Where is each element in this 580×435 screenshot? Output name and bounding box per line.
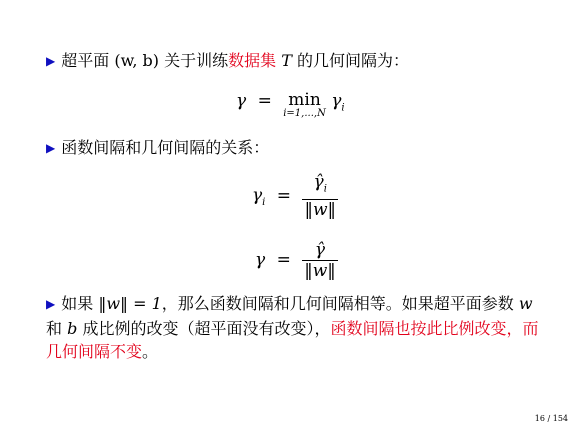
text-dataset-highlight: 数据集 [228,51,277,70]
equation-gamma [255,240,338,281]
eq1-min-operator [283,91,326,119]
eq1-min-sub: i=1,...,N [283,108,326,119]
page-number: 16 / 154 [534,414,568,423]
triangle-bullet-icon: ▶ [46,141,56,155]
eq3-denominator: ‖w‖ [304,261,336,281]
eq1-equals: = [257,91,272,111]
text-scaling-part1: ，那么函数间隔和几何间隔相等。如果超平面参数 [161,294,514,313]
bullet-geometric-margin [46,50,409,73]
math-norm-equals-one: ‖w‖ = 1 [98,294,162,313]
eq3-numerator: γ̂ [302,240,338,261]
triangle-bullet-icon: ▶ [46,297,56,311]
eq2-numerator: γ̂ [313,172,324,192]
math-T: T [281,51,292,70]
triangle-bullet-icon: ▶ [46,54,56,68]
text-scaling-part2: 成比例的改变（超平面没有改变）， [82,319,331,338]
eq2-numerator-sub: i [323,183,327,195]
eq3-lhs: γ [255,250,266,270]
text-geometric-margin-is: 的几何间隔为： [297,51,410,70]
eq2-lhs-sub: i [262,197,266,209]
equation-min-margin [236,91,345,119]
bullet-relationship [46,137,269,160]
text-relationship: 函数间隔和几何间隔的关系： [61,138,270,157]
math-b: b [67,319,78,338]
text-about-training: 关于训练 [164,51,229,70]
equation-gamma-i [252,172,338,220]
math-wb-pair: (w, b) [114,51,160,70]
eq2-fraction [302,172,338,220]
eq2-equals: = [276,185,292,206]
text-if: 如果 [61,294,94,313]
eq1-lhs: γ [236,91,247,111]
eq1-min: min [288,90,321,110]
eq1-rhs-sub: i [341,102,345,114]
eq2-denominator: ‖w‖ [304,200,336,221]
eq3-equals: = [276,250,291,270]
text-hyperplane: 超平面 [61,51,110,70]
eq1-rhs: γ [331,91,342,111]
eq2-lhs: γ [252,185,263,206]
text-scaling-highlight: 函数间隔也按此比例改变，而几何间隔不变 [46,319,539,361]
math-w: w [518,294,533,313]
bullet-scaling-paragraph [46,292,546,363]
text-and: 和 [46,319,63,338]
text-period: 。 [142,342,159,361]
eq3-fraction [302,240,338,281]
